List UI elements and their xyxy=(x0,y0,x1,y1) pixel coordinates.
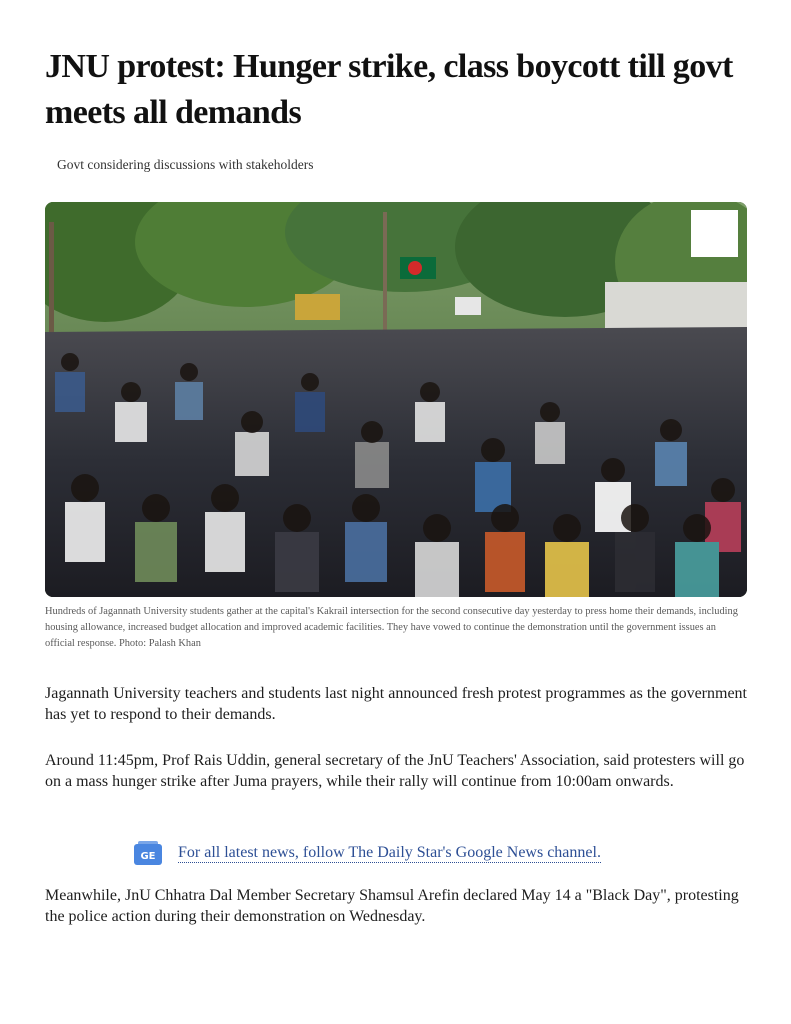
article-photo[interactable] xyxy=(45,202,747,597)
photo-caption: Hundreds of Jagannath University students gather at the capital's Kakrail intersection for the second consecutive day yesterday to press home their demands, including housing allowance, increased budget allocation and improved academic facilities. They have vowed to continue the demonstration until the government issues an official response. Photo: Palash Khan xyxy=(45,606,738,649)
paragraph-3: Meanwhile, JnU Chhatra Dal Member Secretary Shamsul Arefin declared May 14 a "Black Day", protesting the police action during their demonstration on Wednesday. xyxy=(45,887,739,925)
google-news-icon[interactable] xyxy=(134,841,162,865)
google-news-link[interactable]: For all latest news, follow The Daily Star's Google News channel. xyxy=(178,844,601,861)
subheadline: Govt considering discussions with stakeholders xyxy=(57,157,314,172)
photo-corner-overlay xyxy=(691,210,738,257)
headline: JNU protest: Hunger strike, class boycott till govt meets all demands xyxy=(45,48,733,131)
paragraph-2: Around 11:45pm, Prof Rais Uddin, general secretary of the JnU Teachers' Association, said protesters will go on a mass hunger strike after Juma prayers, while their rally will continue from 10:00am onwards. xyxy=(45,752,745,790)
svg-text:GE: GE xyxy=(140,851,156,862)
crowd-photo-illustration xyxy=(45,202,747,597)
paragraph-1: Jagannath University teachers and students last night announced fresh protest programmes as the government has yet to respond to their demands. xyxy=(45,685,747,723)
google-news-promo xyxy=(134,840,601,866)
